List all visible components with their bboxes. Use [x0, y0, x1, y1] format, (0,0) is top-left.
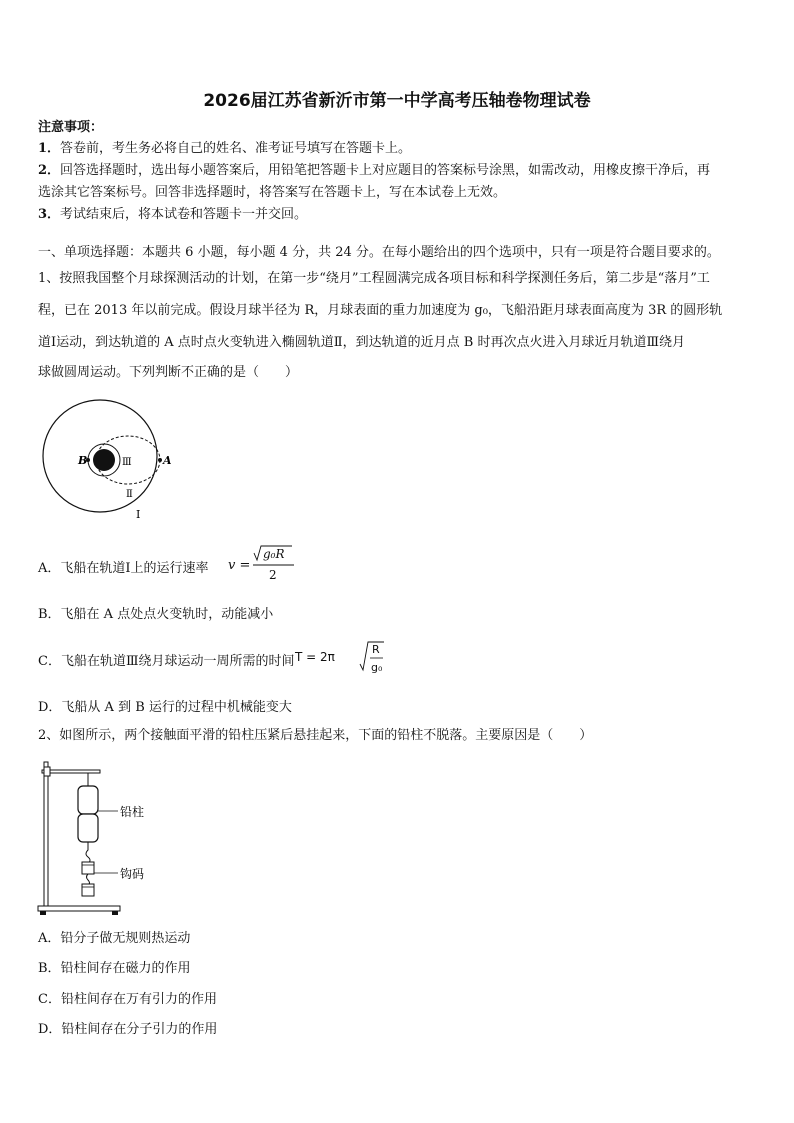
option-text: A．飞船在轨道Ⅰ上的运行速率 — [38, 561, 209, 576]
stand-clamp — [44, 767, 50, 776]
notice-item-number: 3． — [38, 207, 61, 222]
notice-item-number: 2． — [38, 163, 61, 178]
formula-a-denominator: 2 — [269, 568, 277, 582]
label-B: B — [78, 454, 88, 467]
label-orbit-I: Ⅰ — [136, 508, 141, 521]
stand-foot-left — [40, 911, 46, 915]
stand-foot-right — [112, 911, 118, 915]
notice-item-2 — [38, 162, 710, 180]
formula-a-lhs: v = — [228, 558, 251, 573]
notice-item-3 — [38, 206, 307, 224]
lead-cylinder-lower — [78, 814, 98, 842]
point-A — [158, 458, 162, 462]
q1-option-a — [38, 557, 209, 576]
question-1-line-3: 道Ⅰ运动，到达轨道的 A 点时点火变轨进入椭圆轨道Ⅱ，到达轨道的近月点 B 时再次点火进入月球近月轨道Ⅲ绕月 — [38, 335, 685, 350]
formula-c-lhs: T = 2π — [295, 650, 335, 664]
section-heading: 一、单项选择题：本题共 6 小题，每小题 4 分，共 24 分。在每小题给出的四个选项中，只有一项是符合题目要求的。 — [38, 245, 720, 260]
q1-option-c — [38, 650, 294, 669]
formula-c-numerator: R — [372, 643, 380, 656]
weight-upper — [82, 862, 94, 874]
stand-base — [38, 906, 120, 911]
orbit-diagram — [40, 396, 190, 524]
weight-hook-icon — [87, 874, 90, 885]
q2-option-a: A．铅分子做无规则热运动 — [38, 931, 191, 946]
label-weight: 钩码 — [120, 867, 145, 881]
question-1-line-4: 球做圆周运动。下列判断不正确的是（ ） — [38, 365, 299, 380]
lead-cylinder-upper — [78, 786, 98, 814]
label-A: A — [163, 454, 172, 467]
q1-option-d: D．飞船从 A 到 B 运行的过程中机械能变大 — [38, 700, 292, 715]
question-2-stem: 2、如图所示，两个接触面平滑的铅柱压紧后悬挂起来，下面的铅柱不脱落。主要原因是（ ） — [38, 728, 593, 743]
notice-item-1 — [38, 140, 411, 158]
label-lead-cylinder: 铅柱 — [120, 805, 145, 819]
formula-c-denominator: g₀ — [371, 661, 383, 674]
page-title: 2026届江苏省新沂市第一中学高考压轴卷物理试卷 — [203, 91, 591, 111]
stand-pole — [44, 762, 48, 910]
formula-a-sqrt-arg: g₀R — [263, 547, 285, 561]
label-orbit-III: Ⅲ — [122, 457, 132, 468]
moon — [93, 449, 115, 471]
stand-arm — [42, 770, 100, 773]
notice-item-text: 考试结束后，将本试卷和答题卡一并交回。 — [60, 207, 308, 222]
notice-item-number: 1． — [38, 141, 61, 156]
notice-heading: 注意事项： — [38, 120, 104, 135]
label-orbit-II: Ⅱ — [126, 489, 133, 500]
weight-lower — [82, 884, 94, 896]
notice-item-2-continued: 选涂其它答案标号。回答非选择题时，将答案写在答题卡上，写在本试卷上无效。 — [38, 185, 507, 200]
notice-item-text: 答卷前，考生务必将自己的姓名、准考证号填写在答题卡上。 — [60, 141, 412, 156]
notice-item-text: 回答选择题时，选出每小题答案后，用铅笔把答题卡上对应题目的答案标号涂黑，如需改动，用橡皮擦干净后，再 — [60, 163, 711, 178]
option-text: C．飞船在轨道Ⅲ绕月球运动一周所需的时间 — [38, 654, 295, 669]
q1-option-b: B．飞船在 A 点处点火变轨时，动能减小 — [38, 607, 274, 622]
q2-option-b: B．铅柱间存在磁力的作用 — [38, 961, 191, 976]
question-1-line-2: 程，已在 2013 年以前完成。假设月球半径为 R，月球表面的重力加速度为 g₀，飞船沿距月球表面高度为 3R 的圆形轨 — [38, 303, 723, 318]
hook-icon — [86, 842, 90, 864]
question-1-line-1: 1、按照我国整个月球探测活动的计划，在第一步“绕月”工程圆满完成各项目标和科学探测任务后，第二步是“落月”工 — [38, 271, 710, 286]
q2-option-d: D．铅柱间存在分子引力的作用 — [38, 1022, 218, 1037]
q2-option-c: C．铅柱间存在万有引力的作用 — [38, 992, 217, 1007]
lead-cylinder-diagram — [36, 756, 166, 918]
